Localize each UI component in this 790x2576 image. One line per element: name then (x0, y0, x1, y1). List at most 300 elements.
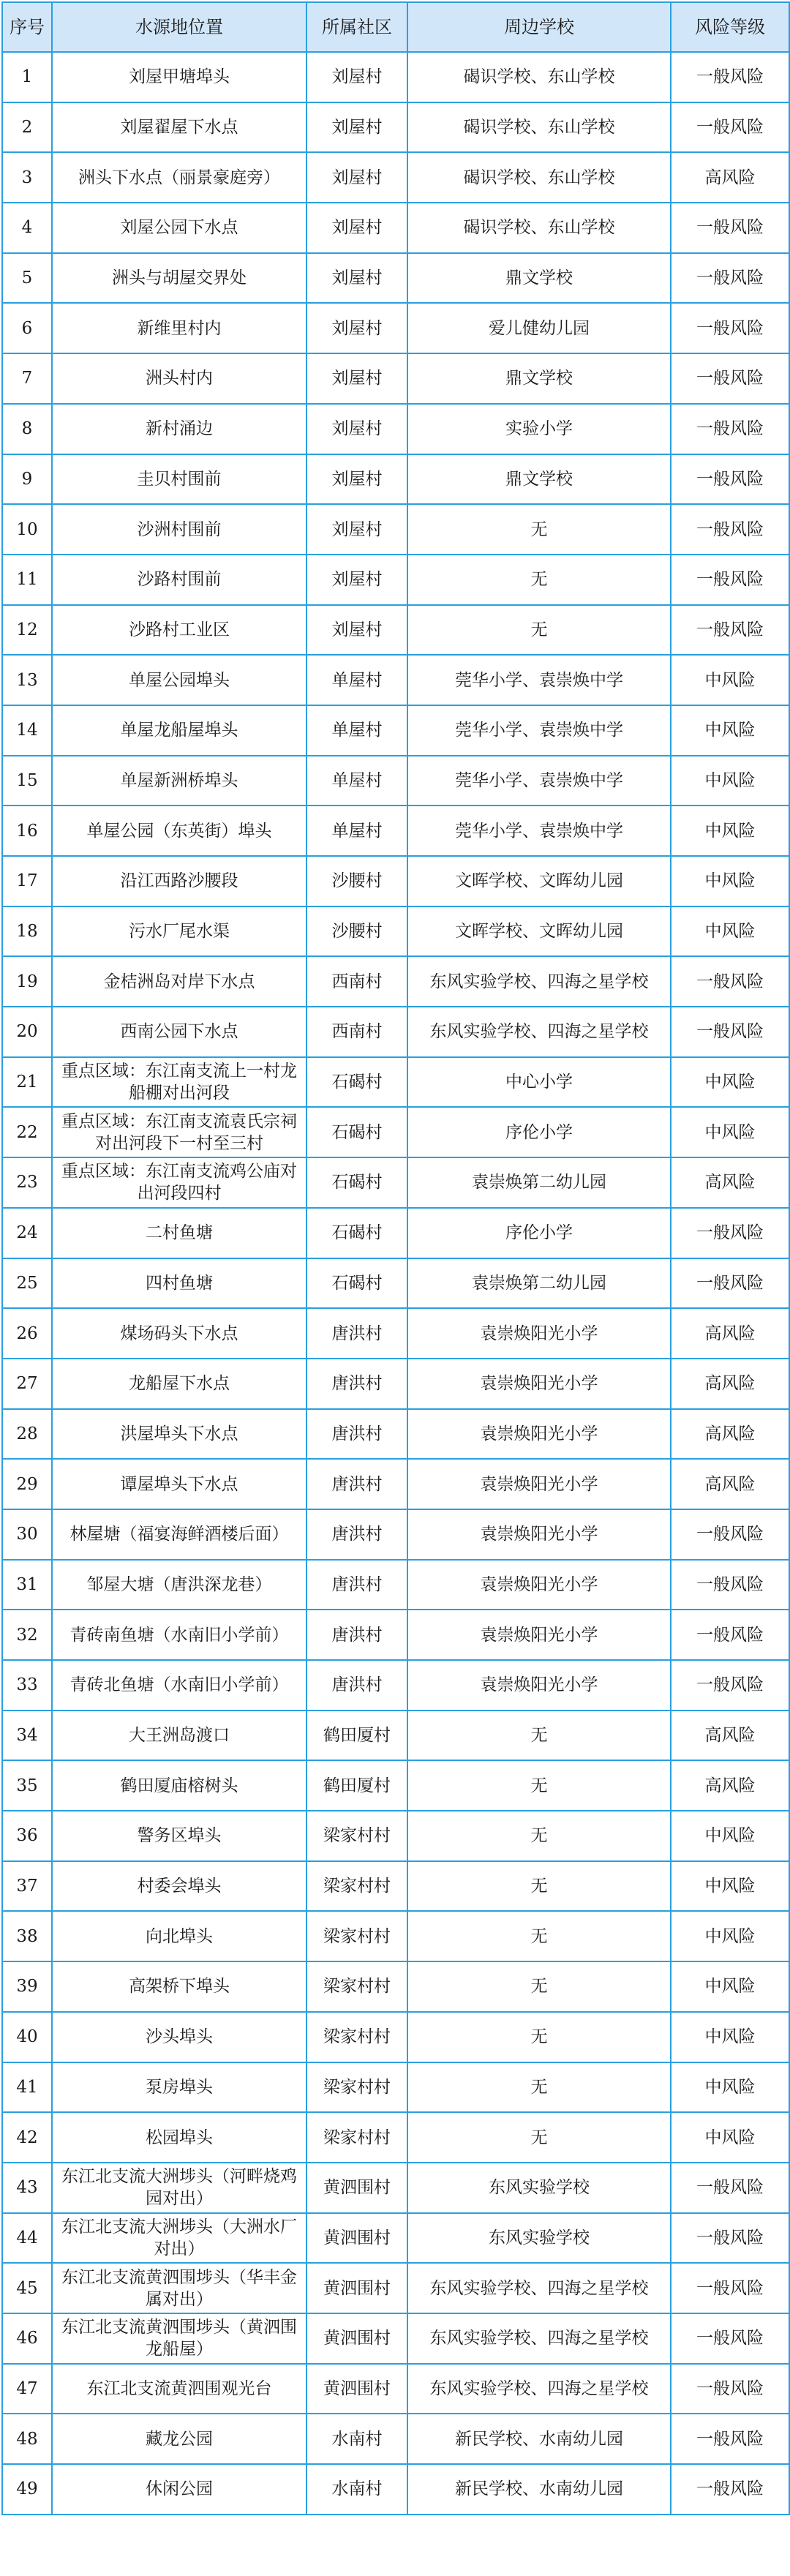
cell-risk: 一般风险 (671, 404, 789, 454)
cell-risk: 一般风险 (671, 2414, 789, 2464)
cell-risk: 中风险 (671, 906, 789, 957)
table-row (2, 1811, 789, 1861)
cell-community: 西南村 (306, 1007, 407, 1057)
cell-schools: 莞华小学、袁崇焕中学 (407, 705, 671, 756)
cell-community: 鹤田厦村 (306, 1711, 407, 1761)
cell-schools: 碣识学校、东山学校 (407, 102, 671, 153)
cell-risk: 一般风险 (671, 52, 789, 102)
cell-location: 沙路村围前 (52, 555, 306, 605)
table-row (2, 555, 789, 605)
cell-risk: 一般风险 (671, 303, 789, 353)
cell-risk: 中风险 (671, 655, 789, 705)
cell-community: 刘屋村 (306, 102, 407, 153)
table-row (2, 1660, 789, 1711)
cell-community: 石碣村 (306, 1258, 407, 1309)
cell-community: 黄泗围村 (306, 2263, 407, 2313)
table-row (2, 1861, 789, 1912)
header-location: 水源地位置 (52, 2, 306, 52)
cell-location: 东江北支流黄泗围埗头（黄泗围龙船屋） (52, 2313, 306, 2364)
cell-schools: 无 (407, 1861, 671, 1912)
cell-location: 重点区域：东江南支流袁氏宗祠对出河段下一村至三村 (52, 1107, 306, 1157)
cell-schools: 东风实验学校 (407, 2163, 671, 2213)
cell-schools: 新民学校、水南幼儿园 (407, 2464, 671, 2515)
cell-location: 金桔洲岛对岸下水点 (52, 956, 306, 1007)
cell-no: 5 (2, 253, 52, 304)
cell-no: 22 (2, 1107, 52, 1157)
cell-risk: 高风险 (671, 1409, 789, 1460)
cell-community: 鹤田厦村 (306, 1760, 407, 1811)
cell-risk: 一般风险 (671, 102, 789, 153)
cell-risk: 一般风险 (671, 2263, 789, 2313)
cell-location: 东江北支流黄泗围埗头（华丰金属对出） (52, 2263, 306, 2313)
cell-risk: 中风险 (671, 1811, 789, 1861)
cell-location: 青砖南鱼塘（水南旧小学前） (52, 1610, 306, 1660)
table-row (2, 1409, 789, 1460)
cell-no: 44 (2, 2213, 52, 2264)
cell-risk: 中风险 (671, 705, 789, 756)
table-row (2, 1711, 789, 1761)
table-row (2, 1208, 789, 1258)
cell-no: 1 (2, 52, 52, 102)
cell-risk: 一般风险 (671, 454, 789, 505)
cell-community: 梁家村村 (306, 2062, 407, 2113)
cell-risk: 中风险 (671, 1911, 789, 1961)
cell-location: 村委会埠头 (52, 1861, 306, 1912)
cell-community: 唐洪村 (306, 1610, 407, 1660)
table-row (2, 353, 789, 404)
cell-no: 35 (2, 1760, 52, 1811)
cell-risk: 一般风险 (671, 1258, 789, 1309)
cell-community: 刘屋村 (306, 605, 407, 656)
cell-risk: 中风险 (671, 1107, 789, 1157)
cell-community: 黄泗围村 (306, 2213, 407, 2264)
cell-risk: 一般风险 (671, 605, 789, 656)
cell-no: 23 (2, 1157, 52, 1208)
cell-community: 唐洪村 (306, 1359, 407, 1409)
cell-no: 14 (2, 705, 52, 756)
cell-location: 单屋公园埠头 (52, 655, 306, 705)
cell-no: 7 (2, 353, 52, 404)
cell-location: 污水厂尾水渠 (52, 906, 306, 957)
cell-location: 高架桥下埠头 (52, 1961, 306, 2012)
cell-location: 向北埠头 (52, 1911, 306, 1961)
cell-location: 谭屋埠头下水点 (52, 1459, 306, 1509)
cell-community: 梁家村村 (306, 1911, 407, 1961)
cell-location: 沿江西路沙腰段 (52, 856, 306, 906)
cell-no: 39 (2, 1961, 52, 2012)
cell-no: 42 (2, 2112, 52, 2163)
cell-no: 33 (2, 1660, 52, 1711)
cell-location: 二村鱼塘 (52, 1208, 306, 1258)
cell-no: 37 (2, 1861, 52, 1912)
table-row (2, 1007, 789, 1057)
cell-community: 刘屋村 (306, 504, 407, 555)
cell-location: 警务区埠头 (52, 1811, 306, 1861)
table-row (2, 655, 789, 705)
cell-location: 沙头埠头 (52, 2012, 306, 2062)
cell-location: 刘屋甲塘埠头 (52, 52, 306, 102)
cell-schools: 无 (407, 605, 671, 656)
cell-risk: 高风险 (671, 1359, 789, 1409)
cell-schools: 中心小学 (407, 1057, 671, 1108)
cell-no: 32 (2, 1610, 52, 1660)
table-row (2, 52, 789, 102)
cell-no: 6 (2, 303, 52, 353)
cell-no: 17 (2, 856, 52, 906)
cell-risk: 中风险 (671, 2012, 789, 2062)
cell-schools: 莞华小学、袁崇焕中学 (407, 756, 671, 806)
cell-community: 刘屋村 (306, 303, 407, 353)
cell-location: 刘屋翟屋下水点 (52, 102, 306, 153)
cell-no: 48 (2, 2414, 52, 2464)
cell-community: 刘屋村 (306, 404, 407, 454)
cell-risk: 一般风险 (671, 1007, 789, 1057)
table-row (2, 2112, 789, 2163)
cell-schools: 实验小学 (407, 404, 671, 454)
cell-community: 石碣村 (306, 1057, 407, 1108)
cell-schools: 无 (407, 1961, 671, 2012)
cell-schools: 无 (407, 1711, 671, 1761)
cell-location: 大王洲岛渡口 (52, 1711, 306, 1761)
cell-schools: 无 (407, 1760, 671, 1811)
table-row (2, 504, 789, 555)
cell-risk: 一般风险 (671, 1509, 789, 1560)
cell-schools: 无 (407, 504, 671, 555)
cell-location: 鹤田厦庙榕树头 (52, 1760, 306, 1811)
cell-community: 单屋村 (306, 756, 407, 806)
cell-risk: 一般风险 (671, 2213, 789, 2264)
cell-risk: 中风险 (671, 856, 789, 906)
cell-risk: 一般风险 (671, 1610, 789, 1660)
cell-risk: 一般风险 (671, 253, 789, 304)
table-row (2, 1961, 789, 2012)
cell-location: 四村鱼塘 (52, 1258, 306, 1309)
cell-no: 24 (2, 1208, 52, 1258)
cell-risk: 高风险 (671, 1308, 789, 1359)
cell-risk: 中风险 (671, 1057, 789, 1108)
cell-community: 石碣村 (306, 1157, 407, 1208)
cell-community: 梁家村村 (306, 2112, 407, 2163)
cell-risk: 一般风险 (671, 2364, 789, 2414)
cell-location: 藏龙公园 (52, 2414, 306, 2464)
cell-schools: 袁崇焕阳光小学 (407, 1459, 671, 1509)
table-row (2, 705, 789, 756)
cell-no: 46 (2, 2313, 52, 2364)
cell-schools: 袁崇焕阳光小学 (407, 1308, 671, 1359)
cell-no: 41 (2, 2062, 52, 2113)
cell-community: 沙腰村 (306, 856, 407, 906)
table-row (2, 152, 789, 203)
cell-community: 刘屋村 (306, 152, 407, 203)
table-row (2, 1509, 789, 1560)
cell-risk: 一般风险 (671, 1560, 789, 1610)
table-row (2, 102, 789, 153)
cell-schools: 袁崇焕阳光小学 (407, 1660, 671, 1711)
cell-community: 石碣村 (306, 1107, 407, 1157)
cell-schools: 碣识学校、东山学校 (407, 152, 671, 203)
table-row (2, 1459, 789, 1509)
cell-location: 圭贝村围前 (52, 454, 306, 505)
cell-no: 45 (2, 2263, 52, 2313)
cell-no: 49 (2, 2464, 52, 2515)
cell-no: 2 (2, 102, 52, 153)
cell-schools: 新民学校、水南幼儿园 (407, 2414, 671, 2464)
cell-schools: 鼎文学校 (407, 454, 671, 505)
header-community: 所属社区 (306, 2, 407, 52)
cell-no: 13 (2, 655, 52, 705)
cell-community: 梁家村村 (306, 1861, 407, 1912)
cell-location: 洲头下水点（丽景豪庭旁） (52, 152, 306, 203)
cell-schools: 东风实验学校、四海之星学校 (407, 2364, 671, 2414)
header-risk: 风险等级 (671, 2, 789, 52)
cell-community: 单屋村 (306, 705, 407, 756)
cell-location: 重点区域：东江南支流上一村龙船棚对出河段 (52, 1057, 306, 1108)
table-row (2, 1057, 789, 1108)
cell-schools: 序伦小学 (407, 1107, 671, 1157)
cell-community: 梁家村村 (306, 2012, 407, 2062)
table-header-row (2, 2, 789, 52)
cell-schools: 袁崇焕第二幼儿园 (407, 1258, 671, 1309)
cell-schools: 序伦小学 (407, 1208, 671, 1258)
cell-location: 洲头与胡屋交界处 (52, 253, 306, 304)
table-row (2, 2163, 789, 2213)
cell-location: 龙船屋下水点 (52, 1359, 306, 1409)
cell-community: 黄泗围村 (306, 2163, 407, 2213)
cell-no: 9 (2, 454, 52, 505)
header-schools: 周边学校 (407, 2, 671, 52)
cell-risk: 高风险 (671, 1711, 789, 1761)
table-row (2, 2313, 789, 2364)
cell-schools: 文晖学校、文晖幼儿园 (407, 856, 671, 906)
cell-community: 唐洪村 (306, 1409, 407, 1460)
cell-location: 泵房埠头 (52, 2062, 306, 2113)
cell-schools: 袁崇焕阳光小学 (407, 1359, 671, 1409)
cell-risk: 一般风险 (671, 203, 789, 253)
cell-schools: 爱儿健幼儿园 (407, 303, 671, 353)
cell-community: 刘屋村 (306, 555, 407, 605)
cell-schools: 袁崇焕阳光小学 (407, 1610, 671, 1660)
cell-location: 刘屋公园下水点 (52, 203, 306, 253)
cell-location: 林屋塘（福宴海鲜酒楼后面） (52, 1509, 306, 1560)
cell-no: 16 (2, 806, 52, 856)
cell-schools: 袁崇焕阳光小学 (407, 1560, 671, 1610)
table-row (2, 2213, 789, 2264)
cell-schools: 无 (407, 1811, 671, 1861)
cell-community: 刘屋村 (306, 52, 407, 102)
cell-schools: 东风实验学校 (407, 2213, 671, 2264)
cell-community: 黄泗围村 (306, 2364, 407, 2414)
cell-community: 沙腰村 (306, 906, 407, 957)
cell-no: 47 (2, 2364, 52, 2414)
cell-no: 29 (2, 1459, 52, 1509)
cell-risk: 一般风险 (671, 2464, 789, 2515)
cell-community: 唐洪村 (306, 1308, 407, 1359)
cell-schools: 无 (407, 1911, 671, 1961)
cell-schools: 莞华小学、袁崇焕中学 (407, 806, 671, 856)
cell-location: 东江北支流黄泗围观光台 (52, 2364, 306, 2414)
table-row (2, 1258, 789, 1309)
water-source-risk-table (1, 1, 790, 2515)
cell-schools: 无 (407, 2012, 671, 2062)
table-row (2, 1308, 789, 1359)
cell-location: 新村涌边 (52, 404, 306, 454)
table-row (2, 1560, 789, 1610)
table-row (2, 1911, 789, 1961)
cell-risk: 一般风险 (671, 1208, 789, 1258)
cell-no: 20 (2, 1007, 52, 1057)
cell-community: 刘屋村 (306, 203, 407, 253)
table-row (2, 906, 789, 957)
cell-community: 唐洪村 (306, 1660, 407, 1711)
cell-schools: 碣识学校、东山学校 (407, 203, 671, 253)
cell-location: 单屋公园（东英街）埠头 (52, 806, 306, 856)
table-row (2, 856, 789, 906)
cell-risk: 一般风险 (671, 956, 789, 1007)
cell-schools: 鼎文学校 (407, 353, 671, 404)
table-row (2, 404, 789, 454)
table-row (2, 454, 789, 505)
cell-no: 31 (2, 1560, 52, 1610)
cell-community: 刘屋村 (306, 353, 407, 404)
cell-location: 新维里村内 (52, 303, 306, 353)
cell-no: 11 (2, 555, 52, 605)
cell-no: 26 (2, 1308, 52, 1359)
cell-risk: 一般风险 (671, 2163, 789, 2213)
cell-location: 松园埠头 (52, 2112, 306, 2163)
table-row (2, 605, 789, 656)
cell-no: 21 (2, 1057, 52, 1108)
cell-schools: 文晖学校、文晖幼儿园 (407, 906, 671, 957)
cell-community: 西南村 (306, 956, 407, 1007)
cell-location: 邹屋大塘（唐洪深龙巷） (52, 1560, 306, 1610)
cell-location: 东江北支流大洲埗头（大洲水厂对出） (52, 2213, 306, 2264)
cell-risk: 高风险 (671, 152, 789, 203)
cell-no: 30 (2, 1509, 52, 1560)
cell-schools: 东风实验学校、四海之星学校 (407, 956, 671, 1007)
cell-risk: 一般风险 (671, 353, 789, 404)
cell-no: 28 (2, 1409, 52, 1460)
cell-risk: 一般风险 (671, 504, 789, 555)
cell-location: 青砖北鱼塘（水南旧小学前） (52, 1660, 306, 1711)
cell-schools: 莞华小学、袁崇焕中学 (407, 655, 671, 705)
cell-risk: 中风险 (671, 756, 789, 806)
cell-community: 石碣村 (306, 1208, 407, 1258)
cell-location: 东江北支流大洲埗头（河畔烧鸡园对出） (52, 2163, 306, 2213)
cell-no: 3 (2, 152, 52, 203)
cell-community: 梁家村村 (306, 1961, 407, 2012)
table-row (2, 203, 789, 253)
table-row (2, 2414, 789, 2464)
table-row (2, 956, 789, 1007)
cell-community: 唐洪村 (306, 1459, 407, 1509)
cell-no: 4 (2, 203, 52, 253)
cell-no: 19 (2, 956, 52, 1007)
cell-risk: 一般风险 (671, 2313, 789, 2364)
cell-schools: 无 (407, 2062, 671, 2113)
cell-community: 单屋村 (306, 806, 407, 856)
cell-community: 黄泗围村 (306, 2313, 407, 2364)
cell-location: 煤场码头下水点 (52, 1308, 306, 1359)
cell-no: 8 (2, 404, 52, 454)
cell-community: 梁家村村 (306, 1811, 407, 1861)
cell-community: 水南村 (306, 2414, 407, 2464)
table-row (2, 303, 789, 353)
cell-risk: 高风险 (671, 1459, 789, 1509)
cell-location: 西南公园下水点 (52, 1007, 306, 1057)
cell-schools: 无 (407, 555, 671, 605)
cell-risk: 中风险 (671, 2112, 789, 2163)
cell-no: 15 (2, 756, 52, 806)
table-row (2, 2062, 789, 2113)
cell-risk: 中风险 (671, 2062, 789, 2113)
cell-risk: 高风险 (671, 1157, 789, 1208)
cell-community: 唐洪村 (306, 1560, 407, 1610)
table-row (2, 1760, 789, 1811)
cell-schools: 东风实验学校、四海之星学校 (407, 1007, 671, 1057)
cell-no: 36 (2, 1811, 52, 1861)
cell-location: 沙洲村围前 (52, 504, 306, 555)
cell-no: 12 (2, 605, 52, 656)
cell-no: 18 (2, 906, 52, 957)
cell-schools: 无 (407, 2112, 671, 2163)
cell-location: 洲头村内 (52, 353, 306, 404)
table-row (2, 2012, 789, 2062)
table-row (2, 253, 789, 304)
cell-schools: 碣识学校、东山学校 (407, 52, 671, 102)
table-row (2, 806, 789, 856)
cell-risk: 一般风险 (671, 1660, 789, 1711)
cell-no: 27 (2, 1359, 52, 1409)
cell-risk: 一般风险 (671, 555, 789, 605)
cell-schools: 袁崇焕阳光小学 (407, 1509, 671, 1560)
table-row (2, 1157, 789, 1208)
table-row (2, 756, 789, 806)
cell-community: 水南村 (306, 2464, 407, 2515)
table-row (2, 1107, 789, 1157)
cell-community: 刘屋村 (306, 454, 407, 505)
cell-schools: 袁崇焕阳光小学 (407, 1409, 671, 1460)
cell-risk: 高风险 (671, 1760, 789, 1811)
cell-location: 单屋龙船屋埠头 (52, 705, 306, 756)
cell-location: 洪屋埠头下水点 (52, 1409, 306, 1460)
cell-no: 34 (2, 1711, 52, 1761)
cell-no: 40 (2, 2012, 52, 2062)
cell-risk: 中风险 (671, 806, 789, 856)
cell-location: 休闲公园 (52, 2464, 306, 2515)
cell-location: 沙路村工业区 (52, 605, 306, 656)
cell-community: 刘屋村 (306, 253, 407, 304)
table-row (2, 2263, 789, 2313)
cell-location: 重点区域：东江南支流鸡公庙对出河段四村 (52, 1157, 306, 1208)
cell-risk: 中风险 (671, 1961, 789, 2012)
cell-no: 43 (2, 2163, 52, 2213)
table-row (2, 2364, 789, 2414)
cell-community: 单屋村 (306, 655, 407, 705)
table-row (2, 1359, 789, 1409)
table-row (2, 2464, 789, 2515)
cell-no: 25 (2, 1258, 52, 1309)
cell-risk: 中风险 (671, 1861, 789, 1912)
cell-no: 38 (2, 1911, 52, 1961)
cell-community: 唐洪村 (306, 1509, 407, 1560)
cell-schools: 东风实验学校、四海之星学校 (407, 2313, 671, 2364)
cell-schools: 鼎文学校 (407, 253, 671, 304)
cell-location: 单屋新洲桥埠头 (52, 756, 306, 806)
cell-no: 10 (2, 504, 52, 555)
cell-schools: 袁崇焕第二幼儿园 (407, 1157, 671, 1208)
header-no: 序号 (2, 2, 52, 52)
cell-schools: 东风实验学校、四海之星学校 (407, 2263, 671, 2313)
